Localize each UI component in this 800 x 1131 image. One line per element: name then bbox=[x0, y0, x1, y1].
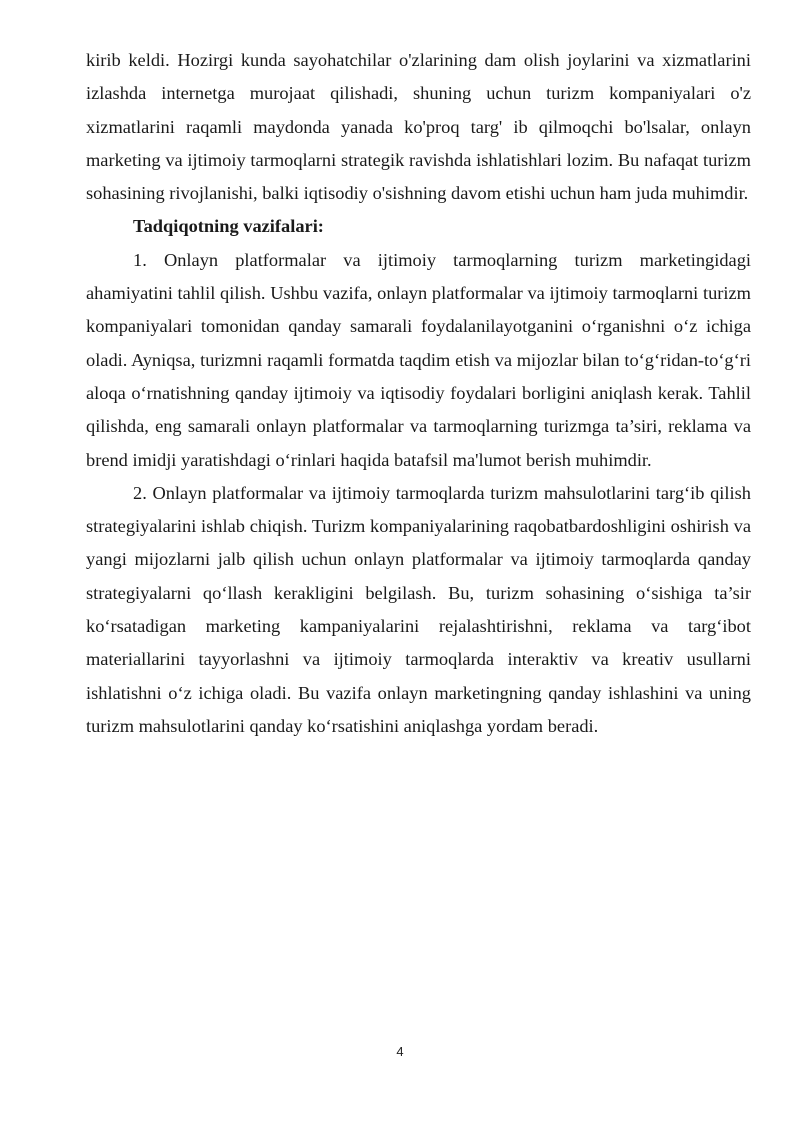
page-number: 4 bbox=[396, 1044, 404, 1059]
section-heading: Tadqiqotning vazifalari: bbox=[133, 216, 324, 237]
intro-paragraph: kirib keldi. Hozirgi kunda sayohatchilar o'zlarining dam olish joylarini va xizmatlarini izlashda internetga murojaat qilishadi, shuning uchun turizm kompaniyalari o'z xizmatlarini raqamli maydonda yanada ko'proq targ' ib qilmoqchi bo'lsalar, onlayn marketing va ijtimoiy tarmoqlarni strategik ravishda ishlatishlari lozim. Bu nafaqat turizm sohasining rivojlanishi, balki iqtisodiy o'sishning davom etishi uchun ham juda muhimdir. bbox=[86, 50, 751, 204]
task-item-2: 2. Onlayn platformalar va ijtimoiy tarmoqlarda turizm mahsulotlarini targ‘ib qilish strategiyalarini ishlab chiqish. Turizm kompaniyalarining raqobatbardoshligini oshirish va yangi mijozlarni jalb qilish uchun onlayn platformalar va ijtimoiy tarmoqlarda qanday strategiyalarni qo‘llash kerakligini belgilash. Bu, turizm sohasining o‘sishiga ta’sir ko‘rsatadigan marketing kampaniyalarini rejalashtirishni, reklama va targ‘ibot materiallarini tayyorlashni va ijtimoiy tarmoqlarda interaktiv va kreativ usullarni ishlatishni o‘z ichiga oladi. Bu vazifa onlayn marketingning qanday ishlashini va uning turizm mahsulotlarini qanday ko‘rsatishini aniqlashga yordam beradi. bbox=[86, 482, 751, 736]
task-item-1: 1. Onlayn platformalar va ijtimoiy tarmoqlarning turizm marketingidagi ahamiyatini tahlil qilish. Ushbu vazifa, onlayn platformalar va ijtimoiy tarmoqlarni turizm kompaniyalari tomonidan qanday samarali foydalanilayotganini o‘rganishni o‘z ichiga oladi. Ayniqsa, turizmni raqamli formatda taqdim etish va mijozlar bilan to‘g‘ridan-to‘g‘ri aloqa o‘rnatishning qanday ijtimoiy va iqtisodiy foydalari borligini aniqlash kerak. Tahlil qilishda, eng samarali onlayn platformalar va tarmoqlarning turizmga ta’siri, reklama va brend imidji yaratishdagi o‘rinlari haqida batafsil ma'lumot berish muhimdir. bbox=[86, 249, 751, 470]
page-body bbox=[86, 44, 751, 743]
